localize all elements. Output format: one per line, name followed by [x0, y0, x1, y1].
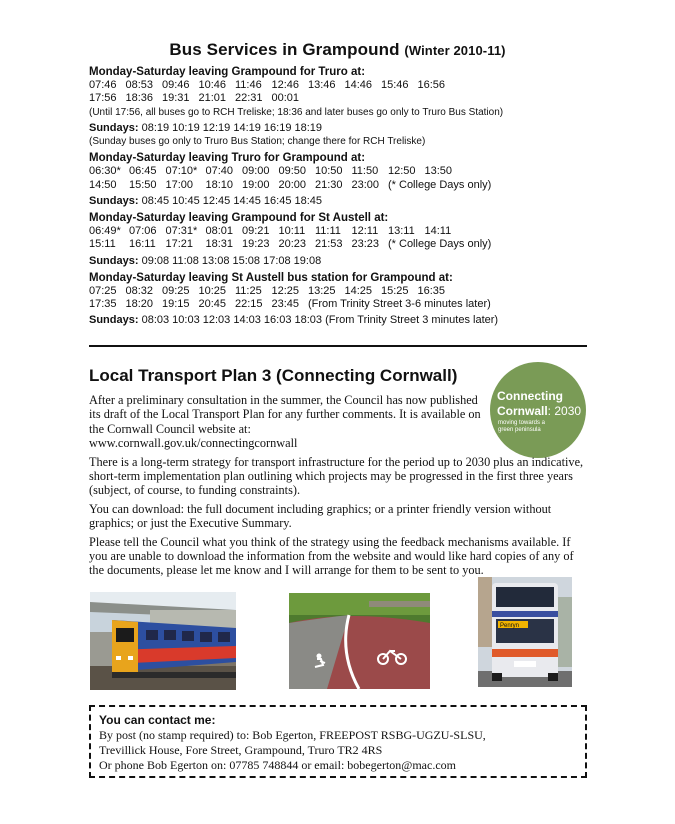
contact-line: Trevillick House, Fore Street, Grampound, Truro TR2 4RS: [99, 743, 383, 757]
sunday-label: Sundays:: [89, 121, 139, 134]
timetable-section-grampound-staustell: [89, 212, 589, 268]
times-row: [89, 225, 589, 238]
time: 11:25: [235, 285, 262, 298]
time: 09:00: [242, 165, 270, 178]
cycle-path-photo: [289, 593, 430, 689]
time: 14:46: [344, 79, 373, 92]
times-row: [89, 238, 589, 251]
times-row: [89, 298, 589, 311]
time: 13:46: [308, 79, 336, 92]
time: 16:11: [129, 238, 156, 251]
time: 14:11: [424, 225, 452, 238]
time: 23:23: [351, 238, 380, 251]
ltp-paragraph: Please tell the Council what you think of the strategy using the feedback mechanisms available. If you are unable to download the information from the website and would like hard copies of any of the documents, please let me know and I will arrange for them to be sent to you.: [89, 534, 574, 578]
time: 12:11: [351, 225, 379, 238]
time: 13:11: [388, 225, 415, 238]
time: 07:25: [89, 285, 117, 298]
time: 07:10*: [165, 165, 198, 178]
time: 20:00: [278, 178, 307, 191]
times-row: [89, 179, 589, 192]
time: 10:25: [198, 285, 227, 298]
time: 21:01: [198, 92, 227, 105]
time: 21:53: [315, 238, 343, 251]
time: 06:30*: [89, 165, 121, 178]
time: 18:20: [125, 298, 154, 311]
contact-details: [99, 713, 486, 773]
time: 21:30: [315, 178, 343, 191]
time: 08:32: [125, 285, 154, 298]
time: 16:35: [417, 285, 446, 298]
sunday-times-list: 08:19 10:19 12:19 14:19 16:19 18:19: [141, 121, 323, 134]
time: 10:11: [278, 225, 306, 238]
ltp-body: [89, 393, 589, 582]
times-row: [89, 79, 589, 92]
time: 09:50: [278, 165, 307, 178]
time: 20:45: [198, 298, 227, 311]
college-days-note: (* College Days only): [388, 238, 492, 251]
time: 07:46: [89, 79, 117, 92]
ltp-title: Local Transport Plan 3 (Connecting Cornwall): [89, 366, 458, 385]
times-row: [89, 285, 589, 298]
time: 13:50: [424, 165, 453, 178]
time: 22:31: [235, 92, 263, 105]
time: 11:50: [351, 165, 379, 178]
time: 19:15: [162, 298, 190, 311]
contact-line: Or phone Bob Egerton on: 07785 748844 or email: bobegerton@mac.com: [99, 758, 456, 772]
time: 07:40: [205, 165, 234, 178]
page-title: [0, 40, 675, 60]
page-title-sub: (Winter 2010-11): [404, 43, 506, 58]
time: 16:56: [417, 79, 446, 92]
ltp-paragraph: You can download: the full document including graphics; or a printer friendly version without graphics; or just the Executive Summary.: [89, 501, 552, 531]
time: 00:01: [271, 92, 300, 105]
council-website-url: www.cornwall.gov.uk/connectingcornwall: [89, 436, 298, 451]
sunday-times: [89, 122, 589, 135]
time: 18:10: [205, 178, 234, 191]
timetable-note: (Until 17:56, all buses go to RCH Treliske; 18:36 and later buses go only to Truro Bus Station): [89, 106, 504, 118]
time: 23:00: [351, 178, 380, 191]
time: 09:25: [162, 285, 190, 298]
time: 19:00: [242, 178, 270, 191]
logo-line2-bold: Cornwall: [497, 404, 548, 418]
time: 09:46: [162, 79, 190, 92]
train-photo: [90, 592, 236, 690]
time: 17:21: [165, 238, 194, 251]
time: 06:49*: [89, 225, 121, 238]
time: 18:31: [205, 238, 234, 251]
section-heading: Monday-Saturday leaving Grampound for Truro at:: [89, 66, 366, 78]
page-title-main: Bus Services in Grampound: [169, 40, 400, 59]
sunday-label: Sundays:: [89, 194, 139, 207]
trinity-street-note: (From Trinity Street 3-6 minutes later): [308, 298, 491, 311]
ltp-paragraph: [89, 393, 489, 451]
time: 12:46: [271, 79, 300, 92]
section-heading: Monday-Saturday leaving Grampound for St Austell at:: [89, 212, 389, 225]
sunday-times: [89, 255, 589, 268]
contact-box: [89, 705, 587, 778]
time: 23:45: [271, 298, 300, 311]
ltp-paragraph: There is a long-term strategy for transport infrastructure for the period up to 2030 plus an indicative, short-term implementation plan outlining which projects may be progressed in the first three years (subject, of course, to funding constraints).: [89, 454, 584, 498]
double-decker-bus-photo: [478, 577, 572, 687]
time: 22:15: [235, 298, 263, 311]
time: 06:45: [129, 165, 157, 178]
times-row: [89, 92, 589, 105]
time: 11:11: [315, 225, 341, 238]
sunday-times-list: 09:08 11:08 13:08 15:08 17:08 19:08: [141, 254, 322, 267]
logo-line1: Connecting: [497, 389, 563, 403]
sunday-label: Sundays:: [89, 254, 139, 267]
time: 17:35: [89, 298, 117, 311]
sunday-times-list: 08:45 10:45 12:45 14:45 16:45 18:45: [141, 194, 323, 207]
time: 13:25: [308, 285, 336, 298]
section-divider: [89, 345, 587, 347]
time: 10:46: [198, 79, 227, 92]
time: 15:50: [129, 178, 157, 191]
time: 18:36: [125, 92, 154, 105]
times-row: [89, 165, 589, 178]
bus-timetable: [89, 66, 589, 328]
time: 15:25: [381, 285, 409, 298]
time: 07:31*: [165, 225, 198, 238]
sunday-times-list: 08:03 10:03 12:03 14:03 16:03 18:03 (From Trinity Street 3 minutes later): [141, 314, 499, 327]
sunday-note: (Sunday buses go only to Truro Bus Station; change there for RCH Treliske): [89, 136, 426, 148]
time: 08:53: [125, 79, 154, 92]
time: 12:50: [388, 165, 416, 178]
time: 19:23: [242, 238, 270, 251]
time: 08:01: [205, 225, 234, 238]
time: 14:25: [344, 285, 373, 298]
sunday-label: Sundays:: [89, 314, 139, 327]
time: 17:00: [165, 178, 194, 191]
ltp-p1-text: After a preliminary consultation in the summer, the Council has now published its draft of the Local Transport Plan for any further comments. It is available on the Cornwall Council website at:: [89, 393, 481, 436]
time: 15:46: [381, 79, 409, 92]
college-days-note: (* College Days only): [388, 178, 492, 191]
section-heading: Monday-Saturday leaving St Austell bus station for Grampound at:: [89, 271, 453, 284]
time: 14:50: [89, 178, 117, 191]
logo-tagline: moving towards a green peninsula: [498, 420, 546, 433]
contact-heading: You can contact me:: [99, 713, 216, 727]
time: 10:50: [315, 165, 343, 178]
timetable-section-grampound-truro: [89, 66, 589, 148]
time: 15:11: [89, 238, 116, 251]
logo-line2-rest: : 2030: [547, 404, 582, 418]
time: 19:31: [162, 92, 190, 105]
time: 17:56: [89, 92, 117, 105]
time: 12:25: [271, 285, 300, 298]
section-heading: Monday-Saturday leaving Truro for Grampound at:: [89, 152, 366, 165]
timetable-section-staustell-grampound: [89, 272, 589, 328]
sunday-times: [89, 195, 589, 208]
time: 11:46: [235, 79, 262, 92]
time: 09:21: [242, 225, 270, 238]
contact-line: By post (no stamp required) to: Bob Egerton, FREEPOST RSBG-UGZU-SLSU,: [99, 728, 486, 742]
sunday-times: [89, 314, 589, 327]
time: 20:23: [278, 238, 307, 251]
bus-destination-text: Penryn: [500, 623, 520, 629]
time: 07:06: [129, 225, 157, 238]
timetable-section-truro-grampound: [89, 152, 589, 208]
